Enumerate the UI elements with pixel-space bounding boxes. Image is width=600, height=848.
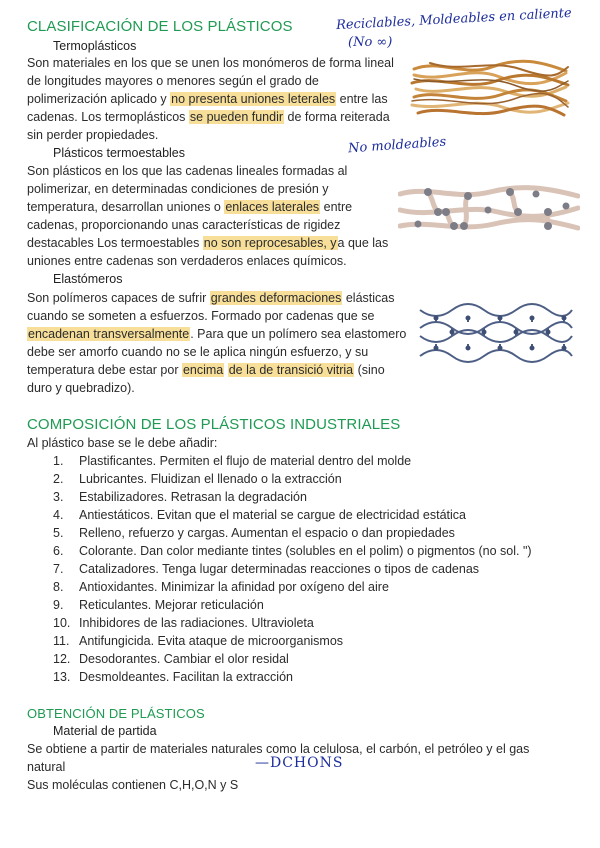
list-item-text: Antioxidantes. Minimizar la afinidad por oxígeno del aire xyxy=(79,580,389,594)
list-item-text: Colorante. Dan color mediante tintes (solubles en el polim) o pigmentos (no sol. ") xyxy=(79,544,532,558)
list-item-text: Desmoldeantes. Facilitan la extracción xyxy=(79,670,293,684)
section-title-obtencion: OBTENCIÓN DE PLÁSTICOS xyxy=(27,706,205,721)
list-item-number: 11. xyxy=(53,634,70,648)
highlight: no presenta uniones leterales xyxy=(171,92,336,106)
list-item xyxy=(53,560,532,578)
obtencion-line-2: natural xyxy=(27,760,66,774)
paragraph-elastomeros: Son polímeros capaces de sufrir grandes deformaciones elásticas cuando se someten a esfuerzos. Formado por cadenas que se encadenan transversalmente. Para que un polímero sea elastomero debe ser amorfo cuando no se le aplica ningún esfuerzo, y su temperatura debe estar por encima de la de transició vitria (sino duro y quebradizo). xyxy=(27,291,407,395)
highlight: encima xyxy=(182,363,224,377)
thermoplastic-chains-illustration xyxy=(410,55,570,123)
list-item-number: 6. xyxy=(53,544,64,558)
thermoset-crosslinked-illustration xyxy=(398,180,580,238)
list-item xyxy=(53,632,532,650)
list-item-text: Relleno, refuerzo y cargas. Aumentan el espacio o dan propiedades xyxy=(79,526,455,540)
subheading-termoestables: Plásticos termoestables xyxy=(53,146,186,160)
highlight: no son reprocesables, y xyxy=(203,236,337,250)
list-item xyxy=(53,506,532,524)
paragraph-termoestables: Son plásticos en los que las cadenas lineales formadas al polimerizar, en determinadas condiciones de presión y temperatura, desarrollan uniones o enlaces laterales entre cadenas, proporcionando unas características de rigidez destacables Los termoestables no son reprocesables, ya que las uniones entre cadenas son verdaderos enlaces químicos. xyxy=(27,164,389,268)
list-item xyxy=(53,488,532,506)
list-item xyxy=(53,668,532,686)
list-item-text: Inhibidores de las radiaciones. Ultravioleta xyxy=(79,616,314,630)
section-title-clasificacion: CLASIFICACIÓN DE LOS PLÁSTICOS xyxy=(27,18,293,35)
handwritten-note-reciclables: Reciclables, Moldeables en caliente xyxy=(335,5,573,34)
list-item-number: 10. xyxy=(53,616,71,630)
list-item-number: 12. xyxy=(53,652,71,666)
list-item xyxy=(53,650,532,668)
subheading-material-partida: Material de partida xyxy=(53,724,157,738)
list-item-text: Antiestáticos. Evitan que el material se cargue de electricidad estática xyxy=(79,508,467,522)
obtencion-line-3: Sus moléculas contienen C,H,O,N y S xyxy=(27,778,239,792)
highlight: se pueden fundir xyxy=(189,110,284,124)
list-item xyxy=(53,470,532,488)
list-item xyxy=(53,614,532,632)
elastomer-network-illustration xyxy=(418,302,574,364)
list-item-number: 3. xyxy=(53,490,64,504)
highlight: enlaces laterales xyxy=(225,200,320,214)
list-item-number: 9. xyxy=(53,598,64,612)
list-item-number: 7. xyxy=(53,562,64,576)
list-item-number: 2. xyxy=(53,472,64,486)
list-item-text: Antifungicida. Evita ataque de microorganismos xyxy=(79,634,344,648)
list-item-text: Plastificantes. Permiten el flujo de material dentro del molde xyxy=(79,454,412,468)
list-item-number: 4. xyxy=(53,508,64,522)
additives-list xyxy=(53,452,532,686)
list-item-text: Catalizadores. Tenga lugar determinadas reacciones o tipos de cadenas xyxy=(79,562,480,576)
subheading-elastomeros: Elastómeros xyxy=(53,272,123,286)
handwritten-note-dchons: —DCHONS xyxy=(255,755,344,771)
highlight: de la de transició vitria xyxy=(228,363,354,377)
highlight: encadenan transversalmente xyxy=(28,327,190,341)
section-title-composicion: COMPOSICIÓN DE LOS PLÁSTICOS INDUSTRIALES xyxy=(27,416,401,433)
obtencion-line-1: Se obtiene a partir de materiales naturales como la celulosa, el carbón, el petróleo y el gas xyxy=(27,742,530,756)
list-item-text: Estabilizadores. Retrasan la degradación xyxy=(79,490,307,504)
list-item-number: 13. xyxy=(53,670,71,684)
paragraph-termoplasticos: Son materiales en los que se unen los monómeros de forma lineal de longitudes mayores o menores según el grado de polimerización aplicado y no presenta uniones leterales entre las cadenas. Los termoplásticos se pueden fundir de forma reiterada sin perder propiedades. xyxy=(27,56,394,142)
list-item xyxy=(53,452,532,470)
composicion-intro: Al plástico base se le debe añadir: xyxy=(27,436,218,450)
list-item-text: Desodorantes. Cambiar el olor residal xyxy=(79,652,289,666)
list-item-number: 8. xyxy=(53,580,64,594)
handwritten-note-no-infinito: (No ∞) xyxy=(348,35,393,50)
subheading-termoplasticos: Termoplásticos xyxy=(53,39,137,53)
list-item xyxy=(53,578,532,596)
list-item xyxy=(53,596,532,614)
list-item xyxy=(53,524,532,542)
list-item-text: Reticulantes. Mejorar reticulación xyxy=(79,598,264,612)
list-item-text: Lubricantes. Fluidizan el llenado o la extracción xyxy=(79,472,342,486)
list-item xyxy=(53,542,532,560)
list-item-number: 5. xyxy=(53,526,64,540)
handwritten-note-no-moldeables: No moldeables xyxy=(347,134,447,157)
list-item-number: 1. xyxy=(53,454,64,468)
highlight: grandes deformaciones xyxy=(210,291,342,305)
